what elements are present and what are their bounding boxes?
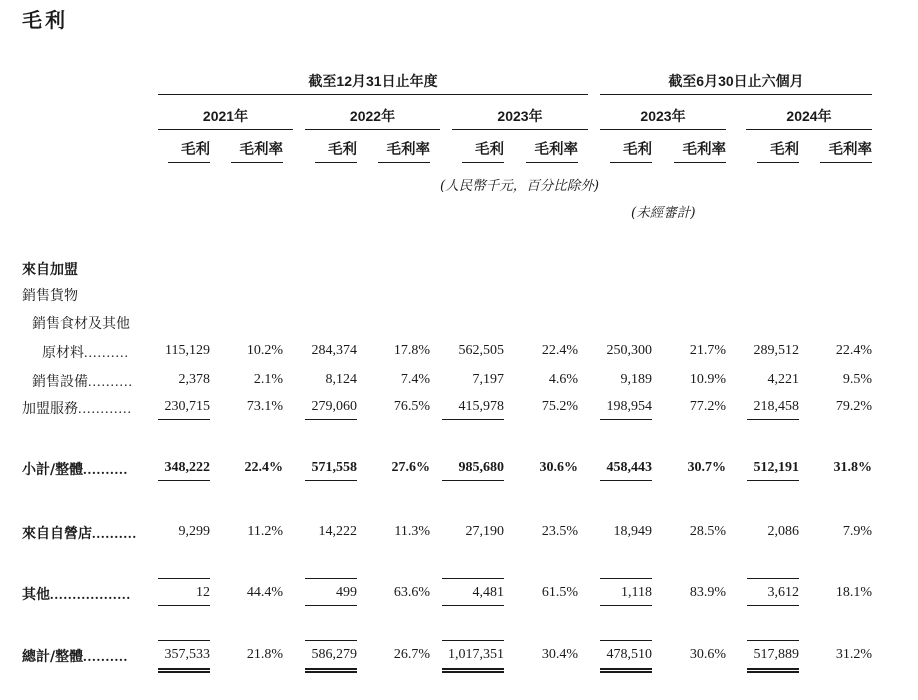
- col-header-rule: [378, 162, 430, 163]
- col-header-gross-profit: 毛利: [475, 142, 504, 158]
- table-cell: 22.4%: [244, 460, 283, 475]
- header-full-year: 截至12月31日止年度: [308, 73, 438, 89]
- table-cell: 61.5%: [541, 585, 578, 600]
- table-cell: 571,558: [311, 460, 357, 475]
- table-cell: 30.4%: [541, 647, 578, 662]
- table-cell: 11.3%: [394, 524, 430, 539]
- row-top-rule: [600, 640, 652, 641]
- col-header-rule: [315, 162, 357, 163]
- table-cell: 4,221: [767, 372, 799, 387]
- row-label-text: 其他: [22, 587, 50, 603]
- total-double-underline: [600, 668, 652, 673]
- col-header-rule: [757, 162, 799, 163]
- table-cell: 218,458: [753, 399, 799, 414]
- col-header-rule: [168, 162, 210, 163]
- table-cell: 517,889: [753, 647, 799, 662]
- table-cell: 985,680: [458, 460, 504, 475]
- table-cell: 279,060: [311, 399, 357, 414]
- subtotal-underline: [442, 480, 504, 481]
- table-cell: 83.9%: [689, 585, 726, 600]
- year-rule-2022: [305, 129, 440, 130]
- table-cell: 22.4%: [541, 343, 578, 358]
- table-cell: 7.9%: [842, 524, 872, 539]
- total-double-underline: [305, 668, 357, 673]
- subtotal-underline: [158, 605, 210, 606]
- year-rule-2023: [452, 129, 588, 130]
- table-cell: 21.7%: [689, 343, 726, 358]
- table-cell: 79.2%: [835, 399, 872, 414]
- total-double-underline: [747, 668, 799, 673]
- table-cell: 18.1%: [835, 585, 872, 600]
- table-cell: 30.7%: [687, 460, 726, 475]
- col-header-gross-margin: 毛利率: [682, 142, 726, 158]
- table-cell: 2,378: [178, 372, 210, 387]
- subtotal-underline: [442, 419, 504, 420]
- row-label-text: 原材料: [42, 345, 84, 361]
- table-cell: 4.6%: [548, 372, 578, 387]
- row-leader-dots: ..........: [84, 346, 129, 361]
- table-cell: 31.8%: [833, 460, 872, 475]
- table-cell: 21.8%: [246, 647, 283, 662]
- col-header-gross-profit: 毛利: [770, 142, 799, 158]
- table-cell: 23.5%: [541, 524, 578, 539]
- row-leader-dots: ..........: [92, 527, 137, 542]
- col-header-rule: [526, 162, 578, 163]
- subtotal-underline: [305, 605, 357, 606]
- table-cell: 75.2%: [541, 399, 578, 414]
- table-cell: 76.5%: [393, 399, 430, 414]
- table-cell: 1,118: [621, 585, 652, 600]
- table-cell: 586,279: [311, 647, 357, 662]
- table-cell: 28.5%: [689, 524, 726, 539]
- row-label-text: 加盟服務: [22, 401, 78, 417]
- subtotal-underline: [442, 605, 504, 606]
- row-top-rule: [158, 578, 210, 579]
- row-top-rule: [600, 578, 652, 579]
- subtotal-underline: [600, 480, 652, 481]
- table-cell: 562,505: [458, 343, 504, 358]
- subtotal-underline: [305, 419, 357, 420]
- table-cell: 250,300: [606, 343, 652, 358]
- header-rule-full-year: [158, 94, 588, 95]
- table-cell: 73.1%: [246, 399, 283, 414]
- table-cell: 22.4%: [835, 343, 872, 358]
- table-cell: 9,299: [178, 524, 210, 539]
- table-cell: 10.2%: [246, 343, 283, 358]
- row-top-rule: [442, 578, 504, 579]
- table-cell: 230,715: [164, 399, 210, 414]
- table-cell: 4,481: [472, 585, 504, 600]
- table-cell: 12: [196, 585, 210, 600]
- year-2023-h1: 2023年: [640, 108, 686, 124]
- subtotal-underline: [600, 419, 652, 420]
- subtotal-underline: [747, 419, 799, 420]
- header-rule-six-months: [600, 94, 872, 95]
- row-label-text: 銷售設備: [32, 374, 88, 390]
- year-rule-2024-h1: [746, 129, 872, 130]
- section-franchise: 來自加盟: [22, 262, 78, 278]
- row-leader-dots: ..........: [83, 463, 129, 478]
- col-header-gross-margin: 毛利率: [534, 142, 578, 158]
- table-cell: 478,510: [606, 647, 652, 662]
- table-cell: 284,374: [311, 343, 357, 358]
- table-cell: 31.2%: [835, 647, 872, 662]
- year-2022: 2022年: [349, 108, 396, 124]
- row-label-text: 來自自營店: [22, 526, 92, 542]
- row-top-rule: [305, 578, 357, 579]
- row-leader-dots: ..................: [50, 588, 131, 603]
- table-cell: 2,086: [767, 524, 799, 539]
- table-cell: 17.8%: [393, 343, 430, 358]
- row-label-text: 小計/整體: [22, 462, 84, 478]
- table-cell: 8,124: [325, 372, 357, 387]
- col-header-rule: [462, 162, 504, 163]
- col-header-rule: [820, 162, 872, 163]
- table-cell: 115,129: [165, 343, 210, 358]
- row-leader-dots: ..........: [83, 650, 129, 665]
- table-cell: 27,190: [465, 524, 504, 539]
- year-rule-2021: [158, 129, 293, 130]
- row-top-rule: [305, 640, 357, 641]
- subtotal-underline: [600, 605, 652, 606]
- table-cell: 9,189: [620, 372, 652, 387]
- unaudited-note: (未經審計): [631, 205, 696, 221]
- table-cell: 30.6%: [539, 460, 578, 475]
- year-2021: 2021年: [202, 108, 249, 124]
- table-cell: 458,443: [606, 460, 652, 475]
- col-header-gross-margin: 毛利率: [828, 142, 872, 158]
- col-header-rule: [231, 162, 283, 163]
- total-double-underline: [158, 668, 210, 673]
- page-title: 毛利: [22, 8, 68, 32]
- subtotal-underline: [747, 480, 799, 481]
- col-header-gross-profit: 毛利: [181, 142, 210, 158]
- currency-note: (人民幣千元，百分比除外): [440, 178, 600, 194]
- col-header-rule: [610, 162, 652, 163]
- subtotal-underline: [158, 480, 210, 481]
- section-sales-goods: 銷售貨物: [22, 288, 78, 304]
- table-cell: 348,222: [164, 460, 210, 475]
- row-top-rule: [747, 640, 799, 641]
- table-cell: 18,949: [613, 524, 652, 539]
- row-label-text: 總計/整體: [22, 649, 84, 665]
- table-cell: 198,954: [606, 399, 652, 414]
- col-header-gross-margin: 毛利率: [239, 142, 283, 158]
- table-cell: 26.7%: [393, 647, 430, 662]
- subtotal-underline: [158, 419, 210, 420]
- table-cell: 7.4%: [400, 372, 430, 387]
- row-top-rule: [747, 578, 799, 579]
- col-header-rule: [674, 162, 726, 163]
- header-six-months: 截至6月30日止六個月: [668, 73, 804, 89]
- table-cell: 289,512: [753, 343, 799, 358]
- table-cell: 14,222: [318, 524, 357, 539]
- row-leader-dots: ..........: [88, 375, 133, 390]
- row-top-rule: [442, 640, 504, 641]
- table-cell: 77.2%: [689, 399, 726, 414]
- table-cell: 30.6%: [689, 647, 726, 662]
- table-cell: 7,197: [472, 372, 504, 387]
- subtotal-underline: [747, 605, 799, 606]
- total-double-underline: [442, 668, 504, 673]
- table-cell: 27.6%: [391, 460, 430, 475]
- table-cell: 512,191: [753, 460, 799, 475]
- table-cell: 10.9%: [689, 372, 726, 387]
- row-leader-dots: ............: [78, 402, 132, 417]
- table-cell: 44.4%: [246, 585, 283, 600]
- subtotal-underline: [305, 480, 357, 481]
- table-cell: 1,017,351: [448, 647, 504, 662]
- table-cell: 9.5%: [842, 372, 872, 387]
- section-food-materials: 銷售食材及其他: [32, 316, 130, 332]
- year-2024-h1: 2024年: [786, 108, 832, 124]
- row-top-rule: [158, 640, 210, 641]
- year-rule-2023-h1: [600, 129, 726, 130]
- year-2023: 2023年: [497, 108, 543, 124]
- table-cell: 499: [336, 585, 357, 600]
- table-cell: 357,533: [164, 647, 210, 662]
- col-header-gross-profit: 毛利: [623, 142, 652, 158]
- table-cell: 2.1%: [253, 372, 283, 387]
- table-cell: 415,978: [458, 399, 504, 414]
- col-header-gross-profit: 毛利: [328, 142, 357, 158]
- table-cell: 63.6%: [393, 585, 430, 600]
- table-cell: 3,612: [767, 585, 799, 600]
- col-header-gross-margin: 毛利率: [386, 142, 430, 158]
- table-cell: 11.2%: [247, 524, 283, 539]
